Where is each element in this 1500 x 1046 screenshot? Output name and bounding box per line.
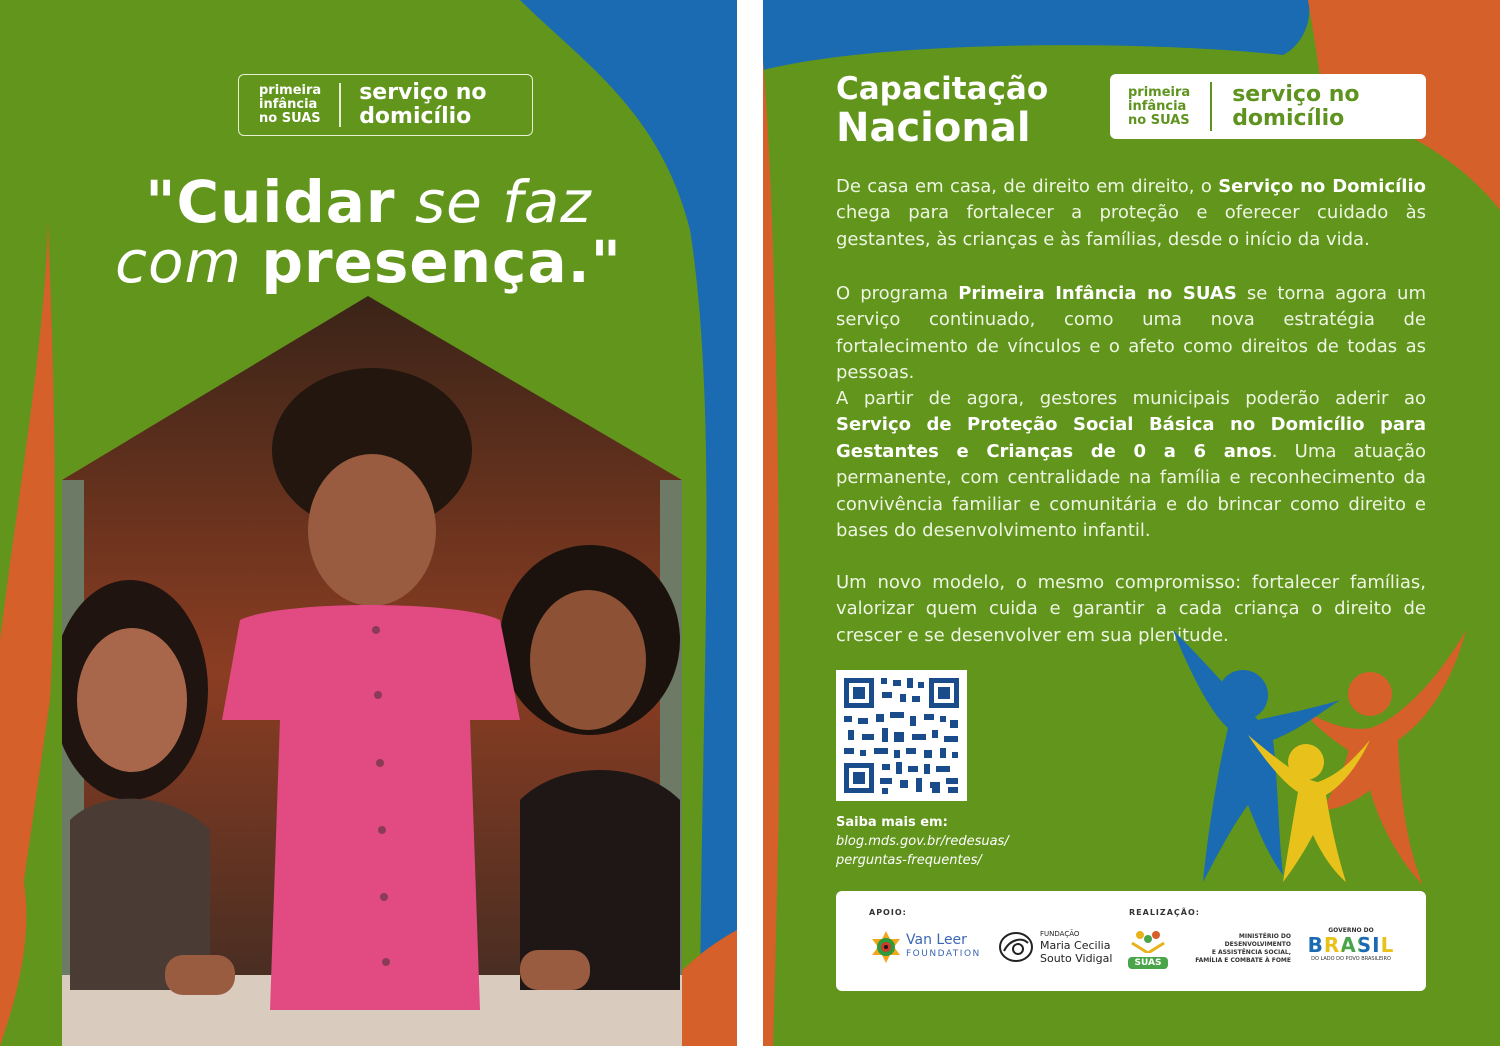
p3-text-bold: Serviço de Proteção Social Básica no Domicílio para Gestantes e Crianças de 0 a 6 anos xyxy=(836,414,1426,462)
gov-brasil-logo xyxy=(1306,927,1396,962)
realizacao-label: REALIZAÇÃO: xyxy=(1129,908,1200,917)
gov-brasil-tagline: DO LADO DO POVO BRASILEIRO xyxy=(1311,956,1391,962)
suas-figures-icon xyxy=(1130,929,1166,953)
capacitacao-title xyxy=(836,72,1048,150)
logo-primeira-infancia xyxy=(1128,86,1190,128)
saiba-mais-link-line-2[interactable]: perguntas-frequentes/ xyxy=(836,853,982,868)
van-leer-emblem-icon xyxy=(870,931,902,963)
qr-code-icon xyxy=(836,670,967,801)
p2-text-bold: Primeira Infância no SUAS xyxy=(958,283,1237,304)
paragraph-3 xyxy=(836,386,1426,544)
quote-line-1 xyxy=(0,168,737,236)
title-line-1: Capacitação xyxy=(836,71,1049,107)
logo-small-line-3: no SUAS xyxy=(259,111,321,126)
logo-big-line-2: domicílio xyxy=(359,104,472,129)
logo-small-line-1: primeira xyxy=(1128,84,1191,100)
orange-left-edge-shape xyxy=(763,60,779,1046)
family-figures-illustration xyxy=(1108,620,1478,890)
quote-line-2 xyxy=(0,228,737,296)
fmcsv-emblem-icon xyxy=(998,929,1036,965)
right-page xyxy=(763,0,1500,1046)
logo-servico-domicilio xyxy=(1232,83,1359,131)
logo-big-line-2: domicílio xyxy=(1232,105,1345,131)
fmcsv-logo xyxy=(998,929,1112,965)
paragraph-1 xyxy=(836,174,1426,253)
family-photo xyxy=(0,0,737,1046)
logo-small-line-1: primeira xyxy=(259,83,322,98)
fmcsv-fundacao: FUNDAÇÃO xyxy=(1040,929,1080,938)
left-page xyxy=(0,0,737,1046)
logo-small-line-2: infância xyxy=(1128,98,1187,114)
blue-top-shape xyxy=(763,0,1309,70)
p1-text-c: chega para fortalecer a proteção e oferecer cuidado às gestantes, às crianças e às famílias, desde o início da vida. xyxy=(836,202,1426,250)
quote-italic-se-faz: se faz xyxy=(414,168,592,236)
program-logo-white xyxy=(1110,74,1426,139)
saiba-mais-link-line-1[interactable]: blog.mds.gov.br/redesuas/ xyxy=(836,834,1009,849)
gov-brasil-top: GOVERNO DO xyxy=(1328,927,1374,934)
quote-bold-presenca: presença." xyxy=(261,228,622,296)
van-leer-name: Van Leer xyxy=(906,932,967,948)
logo-big-line-1: serviço no xyxy=(1232,81,1360,107)
saiba-mais xyxy=(836,813,1009,870)
logo-divider xyxy=(339,83,341,127)
p4-text-a: Um novo modelo, o mesmo compromisso: fortalecer famílias, valorizar quem cuida e garantir a cada criança o direito de crescer e se desenvolver em sua plenitude. xyxy=(836,572,1426,646)
p1-text-a: De casa em casa, de direito em direito, o xyxy=(836,176,1219,197)
van-leer-logo xyxy=(870,931,981,963)
qr-code[interactable] xyxy=(836,670,967,801)
p3-text-c: . Uma atuação permanente, com centralidade na família e reconhecimento da convivência familiar e comunitária e do brincar como direito e bases do desenvolvimento infantil. xyxy=(836,440,1426,542)
logo-divider xyxy=(1210,82,1212,131)
quote-italic-com: com xyxy=(115,228,243,296)
mds-line-2: DESENVOLVIMENTO xyxy=(1224,941,1291,948)
van-leer-foundation: FOUNDATION xyxy=(906,949,981,959)
p1-text-bold: Serviço no Domicílio xyxy=(1218,176,1426,197)
apoio-label: APOIO: xyxy=(869,908,907,917)
mds-line-3: E ASSISTÊNCIA SOCIAL, xyxy=(1211,949,1291,956)
saiba-mais-label: Saiba mais em: xyxy=(836,815,948,830)
sponsor-footer xyxy=(836,891,1426,991)
title-line-2: Nacional xyxy=(836,105,1031,151)
mds-logo xyxy=(1176,933,1291,965)
paragraph-2 xyxy=(836,281,1426,387)
quote-bold-cuidar: "Cuidar xyxy=(145,168,396,236)
program-logo xyxy=(238,74,533,136)
fmcsv-name-2: Souto Vidigal xyxy=(1040,951,1113,965)
suas-text: SUAS xyxy=(1128,957,1168,969)
mds-line-4: FAMÍLIA E COMBATE À FOME xyxy=(1195,957,1291,964)
gov-brasil-word: BRASIL xyxy=(1307,933,1395,957)
mds-line-1: MINISTÉRIO DO xyxy=(1238,933,1291,940)
p3-text-a: A partir de agora, gestores municipais poderão aderir ao xyxy=(836,388,1426,409)
logo-servico-domicilio xyxy=(359,81,486,129)
p2-text-a: O programa xyxy=(836,283,959,304)
fmcsv-name-1: Maria Cecilia xyxy=(1040,938,1111,952)
logo-primeira-infancia xyxy=(259,84,321,126)
logo-big-line-1: serviço no xyxy=(359,80,487,105)
logo-small-line-2: infância xyxy=(259,97,318,112)
logo-small-line-3: no SUAS xyxy=(1128,112,1190,128)
suas-logo xyxy=(1128,929,1168,969)
p2-text-c: se torna agora um serviço continuado, como uma nova estratégia de fortalecimento de vínculos e o afeto como direitos de todas as pessoas. xyxy=(836,283,1426,384)
